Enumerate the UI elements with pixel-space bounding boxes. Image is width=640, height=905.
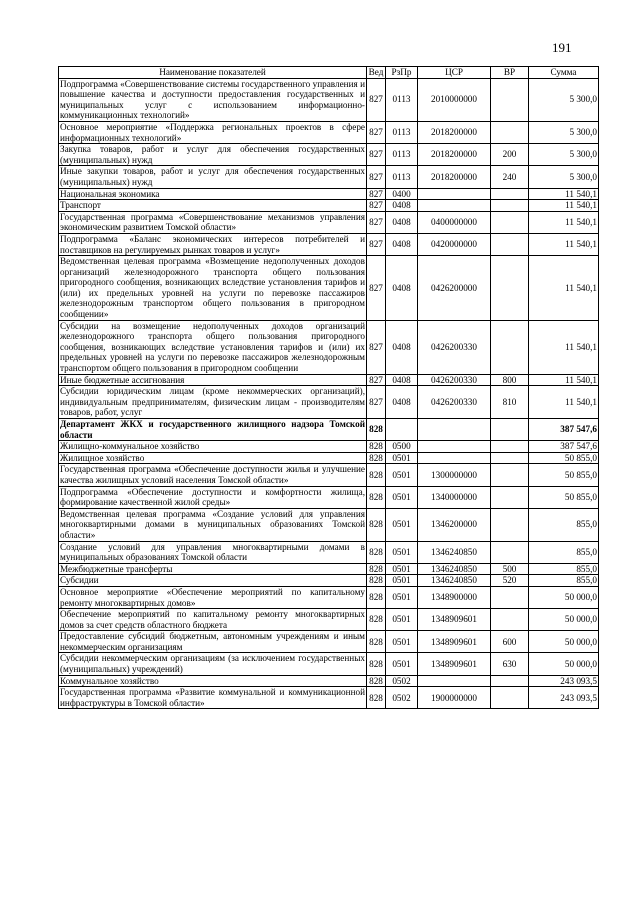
cell-sum: 5 300,0 [529,78,599,121]
cell-ved: 827 [367,144,386,166]
cell-rzpr: 0408 [386,211,418,233]
cell-rzpr: 0408 [386,200,418,212]
cell-rzpr: 0502 [386,687,418,709]
cell-vr [491,419,529,441]
cell-vr: 500 [491,563,529,575]
cell-ved: 827 [367,320,386,374]
cell-rzpr: 0501 [386,541,418,563]
cell-name: Жилищно-коммунальное хозяйство [59,441,367,453]
budget-table [58,66,599,709]
cell-vr [491,486,529,508]
cell-sum: 387 547,6 [529,419,599,441]
cell-vr [491,78,529,121]
cell-rzpr: 0501 [386,586,418,608]
table-row [59,563,599,575]
header-vr: ВР [491,67,529,79]
cell-rzpr: 0408 [386,256,418,321]
cell-name: Ведомственная целевая программа «Возмещение недополученных доходов организаций железнодорожного транспорта общего пользования пригородного сообщения, возникающих вследствие установления тарифов и (или) их предельных уровней на услуги по перевозке пассажиров железнодорожным транспортом общего пользования в пригородном сообщении» [60,256,365,320]
cell-vr [491,211,529,233]
cell-name: Создание условий для управления многоквартирными домами в муниципальных образованиях Томской области [60,541,365,563]
cell-ved: 827 [367,188,386,200]
cell-ved: 828 [367,631,386,653]
cell-csr: 1346240850 [418,563,491,575]
cell-csr: 2018200000 [418,121,491,143]
cell-ved: 827 [367,386,386,419]
cell-ved: 828 [367,486,386,508]
header-name: Наименование показателей [59,67,367,79]
cell-ved: 828 [367,541,386,563]
cell-rzpr: 0501 [386,575,418,587]
cell-vr [491,675,529,687]
cell-rzpr: 0501 [386,563,418,575]
cell-rzpr: 0408 [386,374,418,386]
cell-csr: 1346240850 [418,541,491,563]
cell-csr [418,200,491,212]
cell-ved: 828 [367,653,386,675]
table-row [59,256,599,321]
table-row [59,486,599,508]
cell-rzpr: 0113 [386,144,418,166]
cell-csr: 0420000000 [418,233,491,255]
cell-name: Иные бюджетные ассигнования [59,374,367,386]
cell-sum: 243 093,5 [529,675,599,687]
cell-csr: 0426200330 [418,320,491,374]
cell-csr: 1348909601 [418,609,491,631]
cell-sum: 11 540,1 [529,386,599,419]
cell-name: Государственная программа «Развитие коммунальной и коммуникационной инфраструктуры в Томской области» [60,687,365,708]
cell-sum: 387 547,6 [529,441,599,453]
cell-rzpr: 0502 [386,675,418,687]
cell-vr: 630 [491,653,529,675]
cell-vr [491,609,529,631]
cell-csr: 1346200000 [418,508,491,541]
cell-ved: 828 [367,464,386,486]
table-row [59,419,599,441]
cell-sum: 50 855,0 [529,486,599,508]
cell-vr [491,233,529,255]
cell-sum: 50 000,0 [529,631,599,653]
cell-rzpr: 0501 [386,609,418,631]
cell-sum: 50 855,0 [529,464,599,486]
cell-ved: 827 [367,78,386,121]
cell-name: Подпрограмма «Обеспечение доступности и комфортности жилища, формирование качественной жилой среды» [60,486,365,508]
header-ved: Вед [367,67,386,79]
cell-csr: 1348909601 [418,631,491,653]
table-row [59,575,599,587]
cell-vr [491,200,529,212]
cell-vr [491,464,529,486]
cell-name: Жилищное хозяйство [59,452,367,464]
cell-ved: 828 [367,419,386,441]
table-row [59,653,599,675]
cell-csr: 1348900000 [418,586,491,608]
cell-csr: 0426200000 [418,256,491,321]
cell-rzpr: 0500 [386,441,418,453]
cell-csr [418,419,491,441]
cell-vr: 200 [491,144,529,166]
cell-name: Государственная программа «Совершенствование механизмов управления экономическим развитием Томской области» [60,211,365,233]
cell-sum: 855,0 [529,541,599,563]
cell-csr: 1346240850 [418,575,491,587]
table-row [59,233,599,255]
cell-ved: 828 [367,563,386,575]
cell-vr: 600 [491,631,529,653]
cell-ved: 827 [367,374,386,386]
cell-rzpr: 0501 [386,464,418,486]
cell-name: Национальная экономика [59,188,367,200]
cell-rzpr: 0408 [386,233,418,255]
cell-csr: 0426200330 [418,386,491,419]
cell-sum: 11 540,1 [529,256,599,321]
cell-csr: 2018200000 [418,144,491,166]
cell-sum: 855,0 [529,575,599,587]
cell-csr [418,452,491,464]
cell-name: Обеспечение мероприятий по капитальному ремонту многоквартирных домов за счет средств областного бюджета [60,609,365,630]
cell-sum: 11 540,1 [529,200,599,212]
cell-csr [418,441,491,453]
table-row [59,586,599,608]
cell-ved: 828 [367,452,386,464]
cell-ved: 828 [367,441,386,453]
cell-ved: 828 [367,575,386,587]
table-header-row [59,67,599,79]
cell-ved: 827 [367,233,386,255]
table-row [59,386,599,419]
cell-ved: 828 [367,687,386,709]
cell-name: Подпрограмма «Баланс экономических интересов потребителей и поставщиков на регулируемых рынках товаров и услуг» [60,233,365,255]
cell-sum: 11 540,1 [529,188,599,200]
cell-ved: 827 [367,166,386,188]
cell-rzpr [386,419,418,441]
cell-ved: 828 [367,586,386,608]
header-rzpr: РзПр [386,67,418,79]
page-number: 191 [552,40,572,55]
cell-csr: 0400000000 [418,211,491,233]
cell-rzpr: 0501 [386,631,418,653]
cell-vr: 810 [491,386,529,419]
cell-name: Основное мероприятие «Обеспечение мероприятий по капитальному ремонту многоквартирных домов» [60,586,365,608]
table-row [59,675,599,687]
cell-sum: 50 855,0 [529,452,599,464]
table-row [59,121,599,143]
cell-sum: 243 093,5 [529,687,599,709]
cell-vr [491,541,529,563]
cell-vr [491,452,529,464]
table-row [59,320,599,374]
table-row [59,687,599,709]
cell-rzpr: 0400 [386,188,418,200]
cell-rzpr: 0501 [386,452,418,464]
cell-vr [491,188,529,200]
cell-csr [418,675,491,687]
cell-rzpr: 0113 [386,78,418,121]
table-row [59,508,599,541]
cell-vr: 800 [491,374,529,386]
cell-name: Транспорт [59,200,367,212]
cell-ved: 827 [367,121,386,143]
cell-name: Подпрограмма «Совершенствование системы государственного управления и повышение качества и доступности предоставления государственных и муниципальных услуг с использованием информационно-коммуникационных технологий» [60,78,365,121]
cell-ved: 828 [367,675,386,687]
table-row [59,166,599,188]
cell-name: Основное мероприятие «Поддержка региональных проектов в сфере информационных технологий» [60,121,365,143]
cell-vr [491,508,529,541]
header-csr: ЦСР [418,67,491,79]
cell-csr: 1300000000 [418,464,491,486]
cell-sum: 50 000,0 [529,609,599,631]
cell-sum: 5 300,0 [529,144,599,166]
cell-csr: 1900000000 [418,687,491,709]
cell-vr [491,441,529,453]
table-row [59,188,599,200]
table-row [59,541,599,563]
cell-csr: 2010000000 [418,78,491,121]
header-sum: Сумма [529,67,599,79]
table-row [59,631,599,653]
cell-sum: 50 000,0 [529,653,599,675]
table-row [59,609,599,631]
cell-sum: 11 540,1 [529,211,599,233]
table-row [59,441,599,453]
cell-ved: 828 [367,609,386,631]
table-row [59,452,599,464]
cell-sum: 855,0 [529,508,599,541]
cell-vr [491,586,529,608]
cell-sum: 50 000,0 [529,586,599,608]
cell-rzpr: 0113 [386,121,418,143]
cell-rzpr: 0501 [386,486,418,508]
cell-ved: 827 [367,256,386,321]
cell-sum: 5 300,0 [529,166,599,188]
cell-name: Субсидии некоммерческим организациям (за исключением государственных (муниципальных) учреждений) [60,653,365,675]
table-row [59,200,599,212]
cell-name: Государственная программа «Обеспечение доступности жилья и улучшение качества жилищных условий населения Томской области» [60,464,365,485]
cell-rzpr: 0501 [386,653,418,675]
table-row [59,211,599,233]
cell-sum: 11 540,1 [529,320,599,374]
cell-sum: 11 540,1 [529,374,599,386]
cell-vr [491,256,529,321]
cell-vr: 240 [491,166,529,188]
cell-ved: 827 [367,200,386,212]
cell-vr: 520 [491,575,529,587]
cell-name: Иные закупки товаров, работ и услуг для обеспечения государственных (муниципальных) нужд [60,166,365,187]
cell-csr: 0426200330 [418,374,491,386]
cell-sum: 855,0 [529,563,599,575]
cell-csr [418,188,491,200]
cell-csr: 1348909601 [418,653,491,675]
cell-name: Департамент ЖКХ и государственного жилищного надзора Томской области [60,419,365,440]
cell-vr [491,687,529,709]
cell-name: Закупка товаров, работ и услуг для обеспечения государственных (муниципальных) нужд [60,144,365,165]
table-row [59,78,599,121]
cell-rzpr: 0408 [386,320,418,374]
cell-sum: 5 300,0 [529,121,599,143]
cell-ved: 827 [367,211,386,233]
cell-name: Ведомственная целевая программа «Создание условий для управления многоквартирными домами в муниципальных образованиях Томской области» [60,508,365,540]
table-row [59,374,599,386]
cell-rzpr: 0408 [386,386,418,419]
cell-ved: 828 [367,508,386,541]
cell-csr: 2018200000 [418,166,491,188]
cell-rzpr: 0113 [386,166,418,188]
cell-name: Субсидии юридическим лицам (кроме некоммерческих организаций), индивидуальным предпринимателям, физическим лицам - производителям товаров, работ, услуг [60,386,365,418]
cell-name: Субсидии на возмещение недополученных доходов организаций железнодорожного транспорта общего пользования пригородного сообщения, возникающих вследствие установления тарифов и (или) их предельных уровней на услуги по перевозке пассажиров железнодорожным транспортом общего пользования в пригородном сообщении [60,320,365,374]
cell-name: Межбюджетные трансферты [59,563,367,575]
cell-sum: 11 540,1 [529,233,599,255]
table-body [59,78,599,709]
cell-name: Предоставление субсидий бюджетным, автономным учреждениям и иным некоммерческим организациям [60,631,365,652]
cell-csr: 1340000000 [418,486,491,508]
table-row [59,144,599,166]
cell-name: Коммунальное хозяйство [59,675,367,687]
cell-vr [491,320,529,374]
cell-name: Субсидии [59,575,367,587]
table-row [59,464,599,486]
cell-rzpr: 0501 [386,508,418,541]
cell-vr [491,121,529,143]
